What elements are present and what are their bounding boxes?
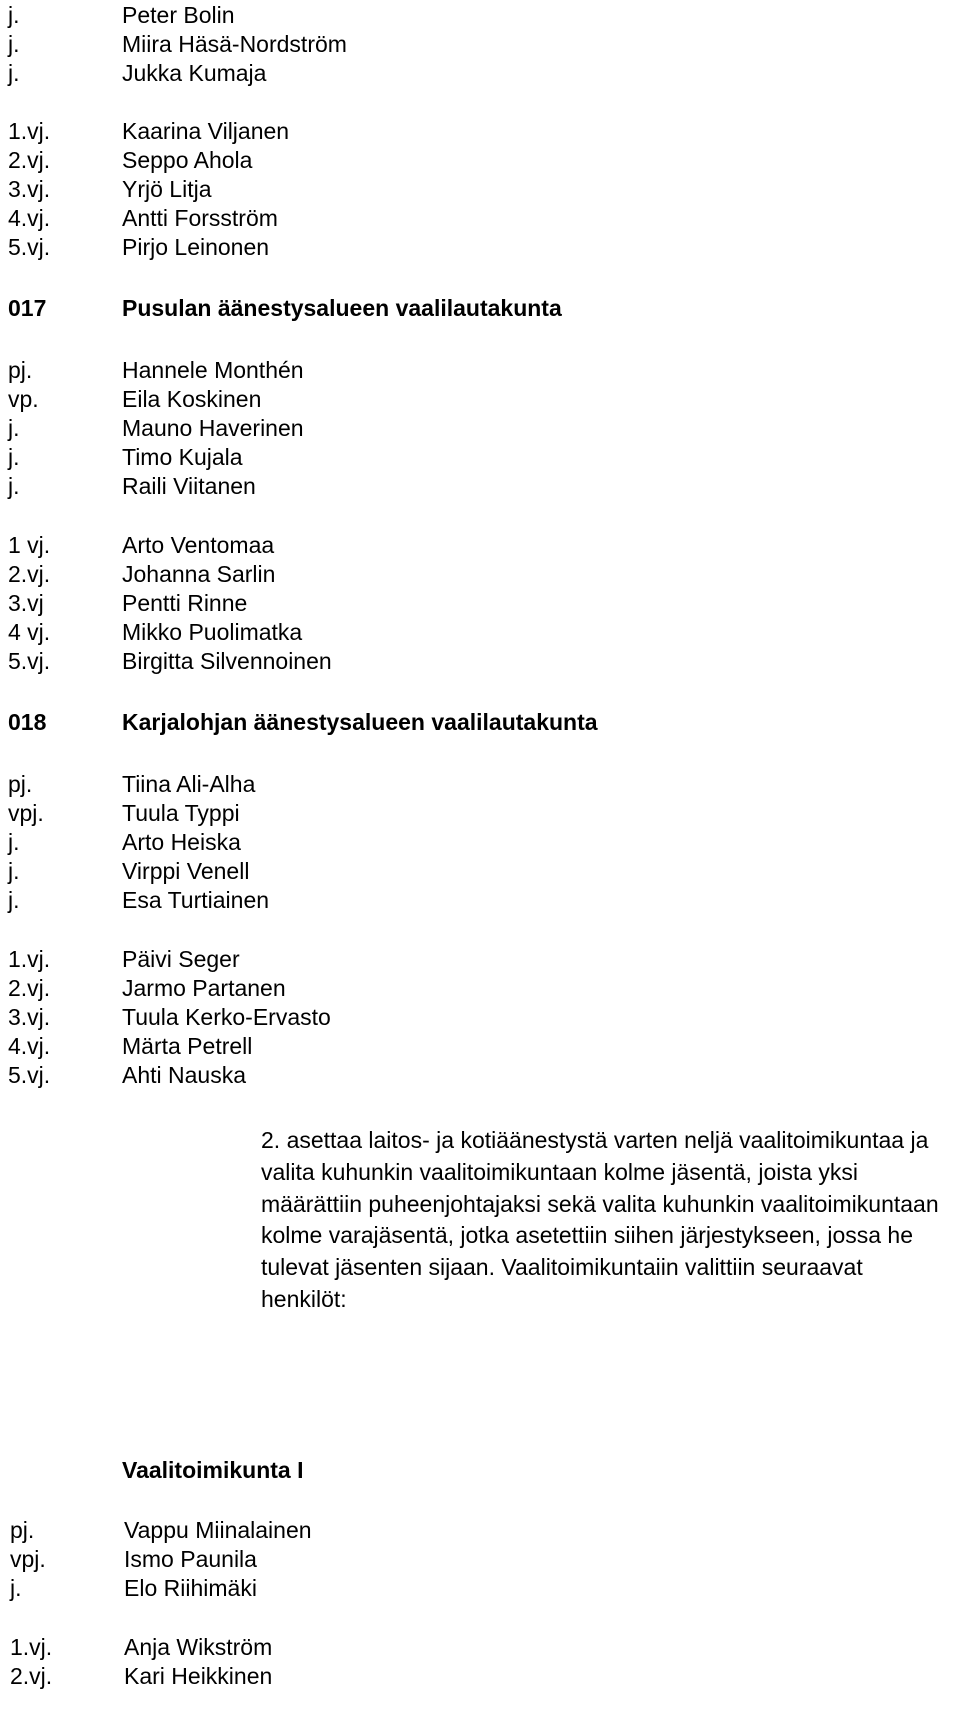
member-name: Pirjo Leinonen	[122, 234, 270, 260]
member-role: pj.	[10, 1517, 35, 1543]
member-role: 4 vj.	[8, 619, 51, 645]
member-name: Märta Petrell	[122, 1033, 253, 1059]
member-name: Mauno Haverinen	[122, 415, 304, 441]
member-name: Jukka Kumaja	[122, 60, 267, 86]
member-name: Vappu Miinalainen	[124, 1517, 312, 1543]
member-role: 1.vj.	[8, 946, 51, 972]
member-name: Esa Turtiainen	[122, 887, 270, 913]
member-name: Elo Riihimäki	[124, 1575, 257, 1601]
member-role: j.	[8, 887, 20, 913]
member-role: j.	[8, 829, 20, 855]
member-name: Kaarina Viljanen	[122, 118, 290, 144]
member-role: j.	[8, 444, 20, 470]
member-name: Päivi Seger	[122, 946, 240, 972]
member-name: Jarmo Partanen	[122, 975, 286, 1001]
member-name: Tiina Ali-Alha	[122, 771, 256, 797]
member-role: 4.vj.	[8, 1033, 51, 1059]
member-role: vp.	[8, 386, 39, 412]
member-role: 1.vj.	[8, 118, 51, 144]
member-name: Raili Viitanen	[122, 473, 256, 499]
member-role: vpj.	[10, 1546, 46, 1572]
section-title: Karjalohjan äänestysalueen vaalilautakunta	[122, 709, 598, 735]
member-name: Ismo Paunila	[124, 1546, 257, 1572]
member-name: Hannele Monthén	[122, 357, 304, 383]
member-name: Eila Koskinen	[122, 386, 262, 412]
member-name: Virppi Venell	[122, 858, 250, 884]
member-name: Antti Forsström	[122, 205, 278, 231]
member-name: Seppo Ahola	[122, 147, 253, 173]
member-role: j.	[10, 1575, 22, 1601]
member-name: Anja Wikström	[124, 1634, 273, 1660]
member-role: 2.vj.	[10, 1663, 53, 1689]
member-role: 1.vj.	[10, 1634, 53, 1660]
member-name: Johanna Sarlin	[122, 561, 276, 587]
member-role: pj.	[8, 357, 33, 383]
member-role: 3.vj.	[8, 176, 51, 202]
member-name: Yrjö Litja	[122, 176, 212, 202]
decision-paragraph: 2. asettaa laitos- ja kotiäänestystä varten neljä vaalitoimikuntaa ja valita kuhunkin vaalitoimikuntaan kolme jäsentä, joista yksi määrättiin puheenjohtajaksi sekä valita kuhunkin vaalitoimikuntaan kolme varajäsentä, jotka asetettiin siihen järjestykseen, jossa he tulevat jäsenten sijaan. Vaalitoimikuntaiin valittiin seuraavat henkilöt:	[261, 1127, 939, 1312]
member-name: Miira Häsä-Nordström	[122, 31, 347, 57]
member-role: j.	[8, 31, 20, 57]
member-role: 5.vj.	[8, 648, 51, 674]
member-role: 5.vj.	[8, 234, 51, 260]
section-number: 017	[8, 295, 47, 321]
member-role: j.	[8, 858, 20, 884]
member-role: j.	[8, 60, 20, 86]
member-role: 1 vj.	[8, 532, 51, 558]
member-role: vpj.	[8, 800, 44, 826]
member-name: Ahti Nauska	[122, 1062, 247, 1088]
member-name: Kari Heikkinen	[124, 1663, 273, 1689]
member-name: Birgitta Silvennoinen	[122, 648, 332, 674]
member-role: j.	[8, 415, 20, 441]
member-name: Pentti Rinne	[122, 590, 248, 616]
member-name: Arto Heiska	[122, 829, 241, 855]
member-role: 2.vj.	[8, 975, 51, 1001]
member-role: j.	[8, 2, 20, 28]
member-name: Arto Ventomaa	[122, 532, 275, 558]
member-role: 5.vj.	[8, 1062, 51, 1088]
member-name: Tuula Kerko-Ervasto	[122, 1004, 331, 1030]
member-name: Mikko Puolimatka	[122, 619, 303, 645]
section-number: 018	[8, 709, 47, 735]
member-name: Timo Kujala	[122, 444, 243, 470]
member-name: Peter Bolin	[122, 2, 235, 28]
member-role: 2.vj.	[8, 147, 51, 173]
member-role: 3.vj	[8, 590, 44, 616]
member-role: 4.vj.	[8, 205, 51, 231]
section-title: Pusulan äänestysalueen vaalilautakunta	[122, 295, 562, 321]
member-role: 2.vj.	[8, 561, 51, 587]
member-role: j.	[8, 473, 20, 499]
committee-title: Vaalitoimikunta I	[122, 1457, 304, 1483]
member-name: Tuula Typpi	[122, 800, 240, 826]
member-role: pj.	[8, 771, 33, 797]
member-role: 3.vj.	[8, 1004, 51, 1030]
